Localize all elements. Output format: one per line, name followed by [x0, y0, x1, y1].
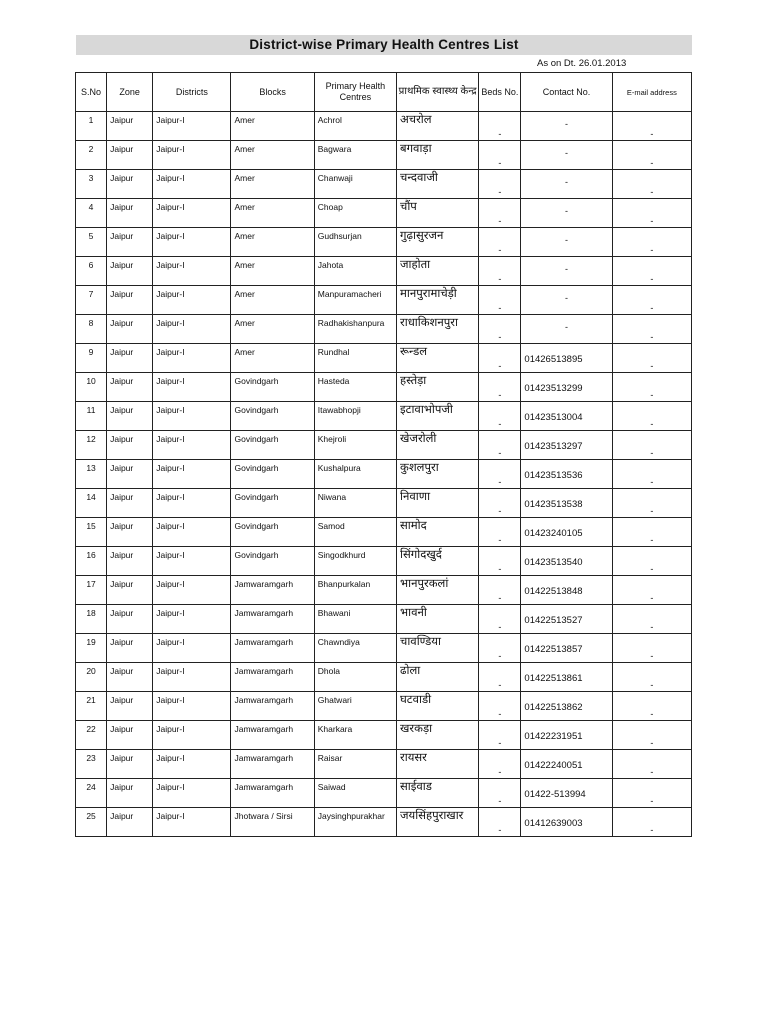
- cell-block: Amer: [234, 289, 255, 299]
- cell-email: -: [650, 651, 654, 661]
- cell-phc: Jaysinghpurakhar: [317, 811, 385, 821]
- cell-district: Jaipur-I: [156, 434, 185, 444]
- cell-phc-hindi: हस्तेड़ा: [400, 375, 427, 387]
- cell-email: -: [650, 216, 654, 226]
- header-phc: Primary Health Centres: [314, 73, 396, 112]
- cell-zone: Jaipur: [110, 260, 134, 270]
- cell-phc: Bhanpurkalan: [317, 579, 371, 589]
- cell-district: Jaipur-I: [156, 405, 185, 415]
- cell-district: Jaipur-I: [156, 724, 185, 734]
- cell-sno: 24: [86, 782, 96, 792]
- cell-block: Jamwaramgarh: [234, 782, 294, 792]
- table-row: [76, 170, 692, 199]
- cell-contact: -: [565, 119, 569, 129]
- as-on-date: As on Dt. 26.01.2013: [537, 58, 627, 69]
- cell-beds: -: [498, 709, 502, 719]
- cell-contact: -: [565, 206, 569, 216]
- cell-beds: -: [498, 303, 502, 313]
- cell-phc-hindi: भावनी: [400, 607, 427, 619]
- cell-block: Amer: [234, 173, 255, 183]
- cell-contact: 01422-513994: [524, 789, 586, 800]
- cell-email: -: [650, 593, 654, 603]
- cell-contact: 01423513540: [524, 557, 583, 568]
- cell-contact: -: [565, 235, 569, 245]
- cell-sno: 11: [86, 405, 96, 415]
- cell-block: Amer: [234, 231, 255, 241]
- cell-phc-hindi: रायसर: [400, 752, 427, 764]
- cell-phc-hindi: चावण्डिया: [400, 636, 441, 648]
- cell-phc-hindi: बगवाड़ा: [400, 143, 432, 155]
- cell-email: -: [650, 738, 654, 748]
- cell-beds: -: [498, 361, 502, 371]
- cell-sno: 8: [88, 318, 94, 328]
- cell-zone: Jaipur: [110, 666, 134, 676]
- cell-email: -: [650, 361, 654, 371]
- cell-beds: -: [498, 535, 502, 545]
- cell-email: -: [650, 303, 654, 313]
- cell-block: Amer: [234, 347, 255, 357]
- cell-district: Jaipur-I: [156, 811, 185, 821]
- cell-email: -: [650, 709, 654, 719]
- cell-phc: Bhawani: [317, 608, 351, 618]
- cell-zone: Jaipur: [110, 782, 134, 792]
- cell-sno: 17: [86, 579, 96, 589]
- header-districts: Districts: [153, 73, 231, 112]
- cell-phc-hindi: कुशलपुरा: [400, 462, 439, 474]
- cell-district: Jaipur-I: [156, 550, 185, 560]
- cell-district: Jaipur-I: [156, 318, 185, 328]
- cell-block: Amer: [234, 115, 255, 125]
- cell-contact: 01423513536: [524, 470, 583, 481]
- cell-sno: 7: [88, 289, 94, 299]
- cell-zone: Jaipur: [110, 231, 134, 241]
- cell-block: Govindgarh: [234, 492, 279, 502]
- header-contact: Contact No.: [521, 73, 612, 112]
- cell-beds: -: [498, 564, 502, 574]
- cell-beds: -: [498, 622, 502, 632]
- cell-sno: 3: [88, 173, 94, 183]
- cell-block: Jamwaramgarh: [234, 579, 294, 589]
- cell-sno: 13: [86, 463, 96, 473]
- cell-beds: -: [498, 187, 502, 197]
- cell-email: -: [650, 535, 654, 545]
- cell-district: Jaipur-I: [156, 202, 185, 212]
- cell-block: Jamwaramgarh: [234, 608, 294, 618]
- header-email: E-mail address: [612, 73, 691, 112]
- cell-email: -: [650, 245, 654, 255]
- table-body: [76, 112, 692, 837]
- cell-phc-hindi: भानपुरकलां: [400, 578, 449, 590]
- cell-beds: -: [498, 738, 502, 748]
- cell-district: Jaipur-I: [156, 231, 185, 241]
- table-row: [76, 547, 692, 576]
- table-row: [76, 750, 692, 779]
- cell-zone: Jaipur: [110, 637, 134, 647]
- cell-sno: 22: [86, 724, 96, 734]
- cell-zone: Jaipur: [110, 753, 134, 763]
- cell-beds: -: [498, 216, 502, 226]
- cell-sno: 14: [86, 492, 96, 502]
- cell-block: Govindgarh: [234, 521, 279, 531]
- cell-contact: 01412639003: [524, 818, 583, 829]
- header-blocks: Blocks: [231, 73, 314, 112]
- cell-contact: 01422513861: [524, 673, 583, 684]
- table-row: [76, 518, 692, 547]
- cell-block: Jamwaramgarh: [234, 666, 294, 676]
- cell-email: -: [650, 274, 654, 284]
- cell-zone: Jaipur: [110, 115, 134, 125]
- cell-beds: -: [498, 245, 502, 255]
- cell-phc: Niwana: [317, 492, 347, 502]
- cell-contact: 01423513297: [524, 441, 583, 452]
- cell-zone: Jaipur: [110, 521, 134, 531]
- cell-block: Govindgarh: [234, 376, 279, 386]
- cell-phc: Gudhsurjan: [317, 231, 362, 241]
- cell-phc: Chawndiya: [317, 637, 360, 647]
- cell-district: Jaipur-I: [156, 521, 185, 531]
- cell-district: Jaipur-I: [156, 637, 185, 647]
- table-row: [76, 634, 692, 663]
- cell-district: Jaipur-I: [156, 463, 185, 473]
- cell-phc: Itawabhopji: [317, 405, 361, 415]
- cell-zone: Jaipur: [110, 144, 134, 154]
- cell-block: Amer: [234, 202, 255, 212]
- cell-contact: 01423513299: [524, 383, 583, 394]
- cell-sno: 1: [88, 115, 94, 125]
- cell-sno: 18: [86, 608, 96, 618]
- cell-beds: -: [498, 796, 502, 806]
- cell-email: -: [650, 477, 654, 487]
- cell-block: Amer: [234, 318, 255, 328]
- cell-phc-hindi: अचरोल: [400, 114, 432, 126]
- cell-beds: -: [498, 767, 502, 777]
- cell-district: Jaipur-I: [156, 666, 185, 676]
- cell-zone: Jaipur: [110, 434, 134, 444]
- cell-phc: Bagwara: [317, 144, 352, 154]
- cell-email: -: [650, 419, 654, 429]
- table-row: [76, 808, 692, 837]
- cell-contact: 01422231951: [524, 731, 583, 742]
- cell-zone: Jaipur: [110, 318, 134, 328]
- cell-phc: Hasteda: [317, 376, 350, 386]
- cell-contact: -: [565, 293, 569, 303]
- cell-phc-hindi: चौंप: [400, 201, 417, 213]
- table-row: [76, 663, 692, 692]
- cell-phc-hindi: जयसिंहपुराखार: [400, 810, 464, 822]
- cell-phc-hindi: सिंगोदखुर्द: [400, 549, 442, 561]
- cell-zone: Jaipur: [110, 202, 134, 212]
- cell-phc: Samod: [317, 521, 345, 531]
- cell-district: Jaipur-I: [156, 753, 185, 763]
- table-row: [76, 199, 692, 228]
- table-row: [76, 692, 692, 721]
- cell-phc-hindi: साईवाड: [400, 781, 432, 793]
- cell-district: Jaipur-I: [156, 260, 185, 270]
- cell-beds: -: [498, 332, 502, 342]
- table-row: [76, 460, 692, 489]
- cell-phc-hindi: चन्दवाजी: [400, 172, 438, 184]
- table-row: [76, 228, 692, 257]
- phc-table: [75, 72, 692, 837]
- cell-phc-hindi: खेजरोली: [400, 433, 437, 445]
- cell-beds: -: [498, 651, 502, 661]
- cell-email: -: [650, 332, 654, 342]
- cell-zone: Jaipur: [110, 289, 134, 299]
- cell-zone: Jaipur: [110, 376, 134, 386]
- table-row: [76, 344, 692, 373]
- cell-block: Amer: [234, 260, 255, 270]
- cell-sno: 6: [88, 260, 94, 270]
- cell-email: -: [650, 390, 654, 400]
- cell-phc: Raisar: [317, 753, 343, 763]
- cell-email: -: [650, 448, 654, 458]
- cell-beds: -: [498, 825, 502, 835]
- cell-contact: 01422513857: [524, 644, 583, 655]
- cell-phc: Rundhal: [317, 347, 350, 357]
- cell-block: Govindgarh: [234, 550, 279, 560]
- cell-zone: Jaipur: [110, 811, 134, 821]
- cell-sno: 16: [86, 550, 96, 560]
- cell-block: Jamwaramgarh: [234, 724, 294, 734]
- cell-zone: Jaipur: [110, 492, 134, 502]
- table-row: [76, 489, 692, 518]
- cell-beds: -: [498, 448, 502, 458]
- cell-beds: -: [498, 158, 502, 168]
- cell-phc-hindi: खरकड़ा: [400, 723, 433, 735]
- cell-contact: -: [565, 264, 569, 274]
- cell-email: -: [650, 796, 654, 806]
- cell-sno: 23: [86, 753, 96, 763]
- cell-zone: Jaipur: [110, 173, 134, 183]
- cell-sno: 25: [86, 811, 96, 821]
- cell-block: Amer: [234, 144, 255, 154]
- cell-contact: 01426513895: [524, 354, 583, 365]
- cell-sno: 4: [88, 202, 94, 212]
- cell-zone: Jaipur: [110, 724, 134, 734]
- cell-district: Jaipur-I: [156, 173, 185, 183]
- cell-beds: -: [498, 680, 502, 690]
- cell-contact: 01422513862: [524, 702, 583, 713]
- cell-phc-hindi: घटवाडी: [400, 694, 432, 706]
- cell-beds: -: [498, 390, 502, 400]
- cell-zone: Jaipur: [110, 463, 134, 473]
- cell-district: Jaipur-I: [156, 695, 185, 705]
- cell-phc-hindi: जाहोता: [400, 259, 431, 271]
- cell-phc: Kharkara: [317, 724, 353, 734]
- cell-district: Jaipur-I: [156, 492, 185, 502]
- cell-zone: Jaipur: [110, 608, 134, 618]
- cell-beds: -: [498, 129, 502, 139]
- cell-contact: 01423513004: [524, 412, 583, 423]
- cell-sno: 19: [86, 637, 96, 647]
- table-row: [76, 315, 692, 344]
- document-title: District-wise Primary Health Centres List: [76, 35, 692, 55]
- table-row: [76, 779, 692, 808]
- cell-email: -: [650, 158, 654, 168]
- cell-block: Jamwaramgarh: [234, 753, 294, 763]
- cell-email: -: [650, 564, 654, 574]
- table-row: [76, 373, 692, 402]
- header-sno: S.No: [76, 73, 107, 112]
- cell-zone: Jaipur: [110, 695, 134, 705]
- cell-phc-hindi: सामोद: [400, 520, 427, 532]
- header-beds: Beds No.: [479, 73, 521, 112]
- cell-sno: 12: [86, 434, 96, 444]
- header-phc-hindi: प्राथमिक स्वास्थ्य केन्द्र: [397, 73, 479, 112]
- cell-phc: Kushalpura: [317, 463, 361, 473]
- cell-district: Jaipur-I: [156, 376, 185, 386]
- table-row: [76, 402, 692, 431]
- cell-phc-hindi: मानपुरामाचेड़ी: [400, 288, 457, 300]
- cell-email: -: [650, 680, 654, 690]
- cell-district: Jaipur-I: [156, 115, 185, 125]
- cell-phc-hindi: रून्डल: [400, 346, 428, 358]
- cell-contact: -: [565, 177, 569, 187]
- table-row: [76, 141, 692, 170]
- cell-phc: Choap: [317, 202, 343, 212]
- cell-contact: 01422513527: [524, 615, 583, 626]
- cell-zone: Jaipur: [110, 550, 134, 560]
- cell-sno: 10: [86, 376, 96, 386]
- cell-beds: -: [498, 506, 502, 516]
- table-row: [76, 257, 692, 286]
- cell-contact: 01422513848: [524, 586, 583, 597]
- cell-district: Jaipur-I: [156, 608, 185, 618]
- cell-district: Jaipur-I: [156, 782, 185, 792]
- cell-block: Jamwaramgarh: [234, 695, 294, 705]
- cell-block: Govindgarh: [234, 463, 279, 473]
- cell-phc-hindi: निवाणा: [400, 491, 431, 503]
- cell-contact: 01423240105: [524, 528, 583, 539]
- cell-sno: 5: [88, 231, 94, 241]
- cell-district: Jaipur-I: [156, 289, 185, 299]
- cell-phc: Jahota: [317, 260, 344, 270]
- table-row: [76, 286, 692, 315]
- table-row: [76, 605, 692, 634]
- cell-contact: -: [565, 148, 569, 158]
- cell-beds: -: [498, 419, 502, 429]
- cell-phc-hindi: गुढ़ासुरजन: [400, 230, 444, 242]
- cell-phc-hindi: ढोला: [400, 665, 421, 677]
- cell-phc-hindi: राधाकिशनपुरा: [400, 317, 458, 329]
- cell-district: Jaipur-I: [156, 144, 185, 154]
- cell-sno: 21: [86, 695, 96, 705]
- cell-phc: Radhakishanpura: [317, 318, 385, 328]
- cell-sno: 20: [86, 666, 96, 676]
- cell-beds: -: [498, 593, 502, 603]
- cell-email: -: [650, 767, 654, 777]
- cell-phc: Saiwad: [317, 782, 346, 792]
- cell-email: -: [650, 129, 654, 139]
- cell-email: -: [650, 506, 654, 516]
- cell-sno: 9: [88, 347, 94, 357]
- cell-phc: Khejroli: [317, 434, 347, 444]
- cell-contact: -: [565, 322, 569, 332]
- cell-beds: -: [498, 477, 502, 487]
- table-header: [76, 73, 692, 112]
- cell-phc: Chanwaji: [317, 173, 353, 183]
- cell-block: Govindgarh: [234, 434, 279, 444]
- cell-sno: 15: [86, 521, 96, 531]
- cell-block: Govindgarh: [234, 405, 279, 415]
- cell-block: Jhotwara / Sirsi: [234, 811, 293, 821]
- cell-phc: Ghatwari: [317, 695, 352, 705]
- cell-contact: 01423513538: [524, 499, 583, 510]
- table-row: [76, 721, 692, 750]
- cell-phc: Singodkhurd: [317, 550, 366, 560]
- header-zone: Zone: [107, 73, 153, 112]
- cell-district: Jaipur-I: [156, 347, 185, 357]
- table-row: [76, 431, 692, 460]
- cell-zone: Jaipur: [110, 579, 134, 589]
- cell-email: -: [650, 825, 654, 835]
- cell-phc: Dhola: [317, 666, 340, 676]
- cell-beds: -: [498, 274, 502, 284]
- cell-phc: Manpuramacheri: [317, 289, 382, 299]
- cell-email: -: [650, 187, 654, 197]
- table-row: [76, 112, 692, 141]
- cell-sno: 2: [88, 144, 94, 154]
- cell-phc: Achrol: [317, 115, 342, 125]
- cell-zone: Jaipur: [110, 405, 134, 415]
- cell-contact: 01422240051: [524, 760, 583, 771]
- table-row: [76, 576, 692, 605]
- cell-phc-hindi: इटावाभोपजी: [400, 404, 453, 416]
- cell-block: Jamwaramgarh: [234, 637, 294, 647]
- cell-district: Jaipur-I: [156, 579, 185, 589]
- cell-email: -: [650, 622, 654, 632]
- cell-zone: Jaipur: [110, 347, 134, 357]
